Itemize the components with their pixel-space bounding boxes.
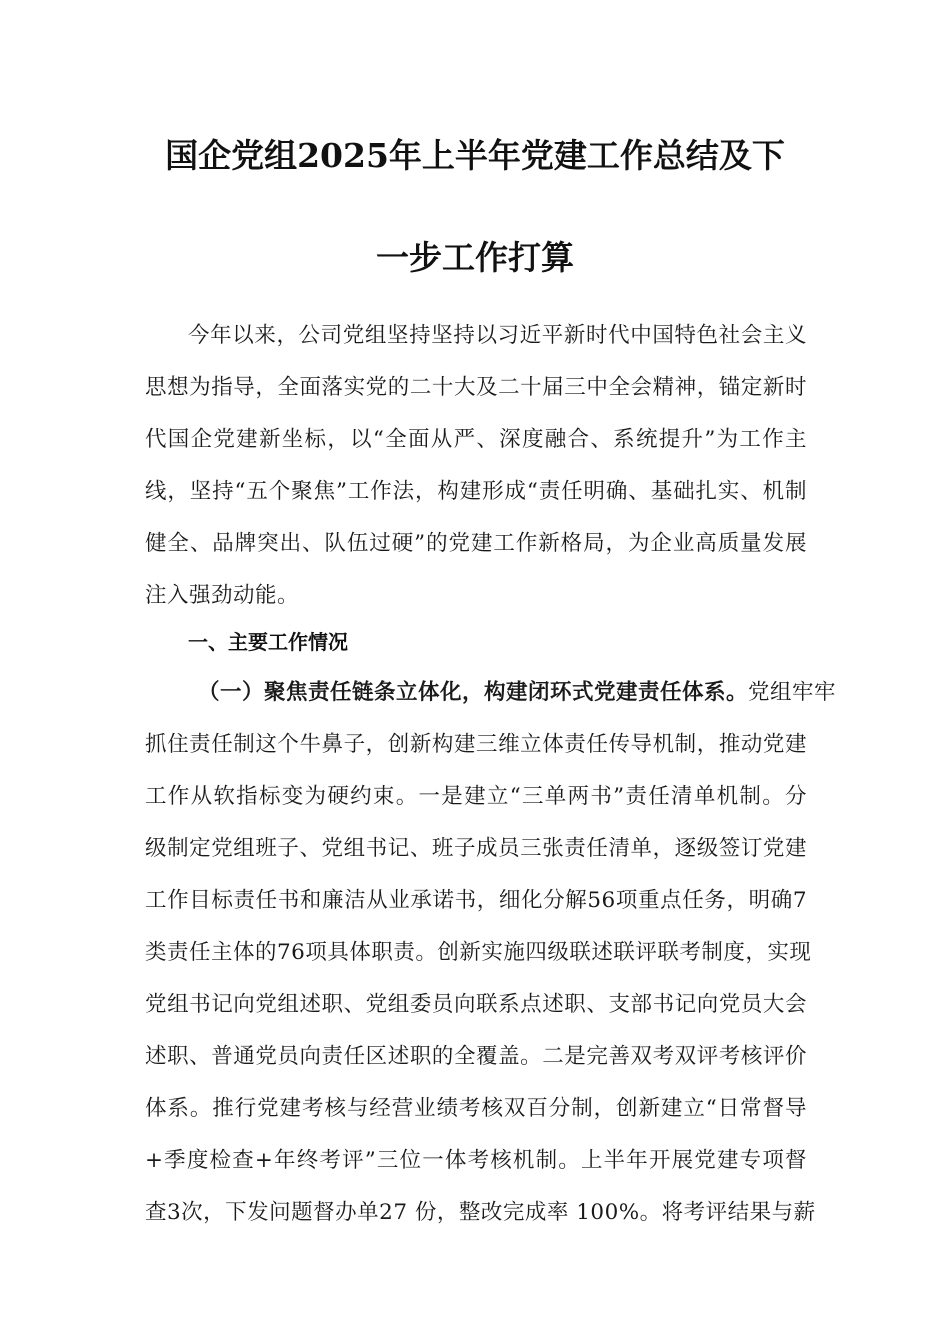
body-line: 类责任主体的76项具体职责。创新实施四级联述联评联考制度，实现	[145, 940, 812, 965]
intro-line: 注入强劲动能。	[145, 583, 300, 608]
subsection-title: （一）聚焦责任链条立体化，构建闭环式党建责任体系。	[198, 680, 749, 705]
body-line: 述职、普通党员向责任区述职的全覆盖。二是完善双考双评考核评价	[145, 1044, 807, 1069]
body-line: 级制定党组班子、党组书记、班子成员三张责任清单，逐级签订党建	[145, 836, 807, 861]
body-line: +季度检查+年终考评”三位一体考核机制。上半年开展党建专项督	[145, 1148, 807, 1173]
document-title-line-2: 一步工作打算	[376, 238, 574, 277]
body-line: 党组书记向党组述职、党组委员向联系点述职、支部书记向党员大会	[145, 992, 807, 1017]
subsection-text: 党组牢牢	[748, 680, 837, 705]
intro-line: 线，坚持“五个聚焦”工作法，构建形成“责任明确、基础扎实、机制	[145, 479, 807, 504]
body-line: 体系。推行党建考核与经营业绩考核双百分制，创新建立“日常督导	[145, 1096, 807, 1121]
intro-line: 健全、品牌突出、队伍过硬”的党建工作新格局，为企业高质量发展	[145, 531, 807, 556]
intro-line: 思想为指导，全面落实党的二十大及二十届三中全会精神，锚定新时	[145, 375, 807, 400]
body-line: 工作从软指标变为硬约束。一是建立“三单两书”责任清单机制。分	[145, 784, 807, 809]
body-line: 抓住责任制这个牛鼻子，创新构建三维立体责任传导机制，推动党建	[145, 732, 807, 757]
section-heading: 一、主要工作情况	[188, 630, 348, 654]
body-line: 查3次，下发问题督办单27 份，整改完成率 100%。将考评结果与薪	[145, 1200, 816, 1225]
subsection-first-line	[198, 675, 837, 706]
intro-line: 今年以来，公司党组坚持坚持以习近平新时代中国特色社会主义	[188, 323, 807, 348]
intro-line: 代国企党建新坐标，以“全面从严、深度融合、系统提升”为工作主	[145, 427, 807, 452]
body-line: 工作目标责任书和廉洁从业承诺书，细化分解56项重点任务，明确7	[145, 888, 807, 913]
document-title-line-1: 国企党组2025年上半年党建工作总结及下	[165, 136, 785, 175]
